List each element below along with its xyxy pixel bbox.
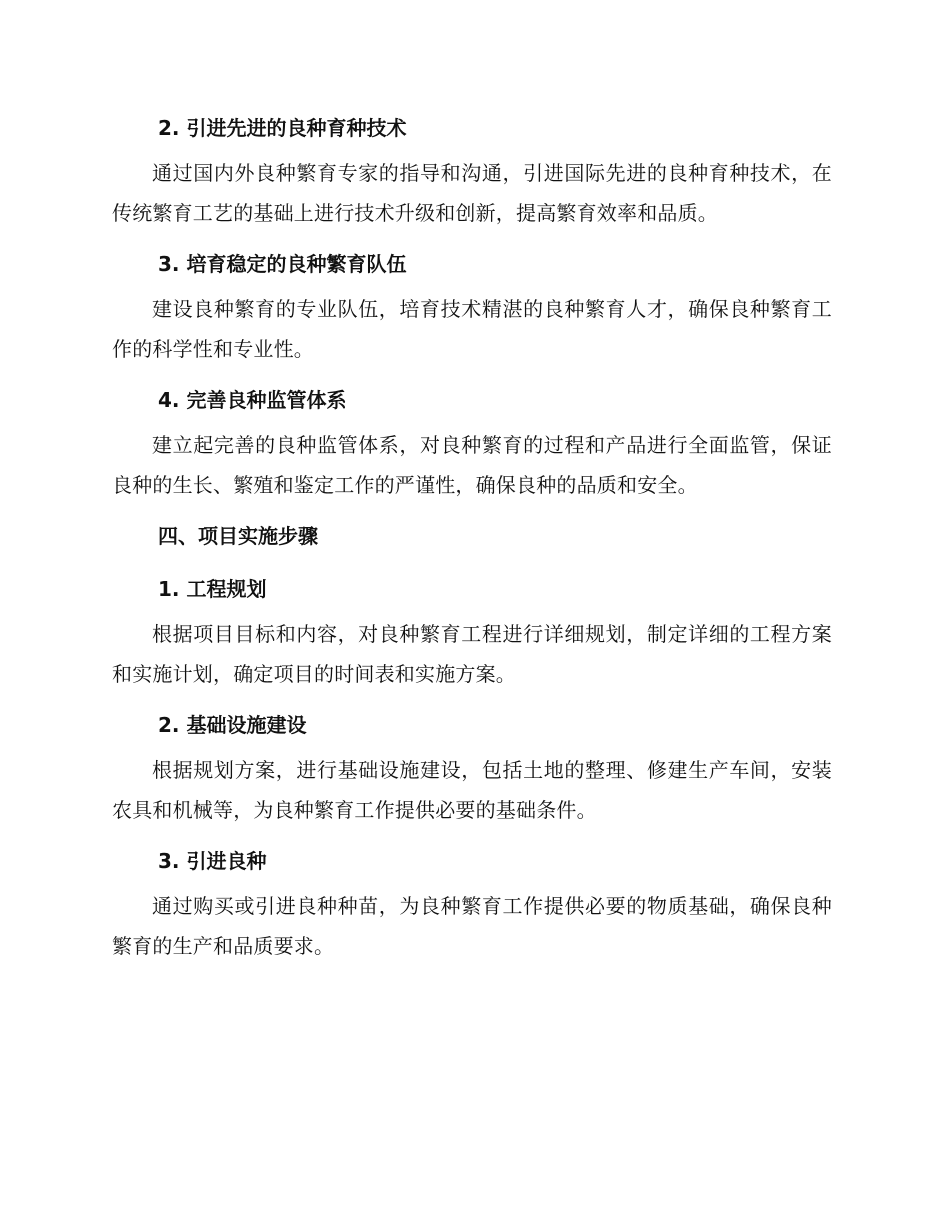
- document-body: [112, 106, 832, 975]
- section-paragraph: 建设良种繁育的专业队伍，培育技术精湛的良种繁育人才，确保良种繁育工作的科学性和专业性。: [112, 297, 832, 361]
- section-heading: 2. 基础设施建设: [158, 713, 307, 737]
- section-heading: 3. 培育稳定的良种繁育队伍: [158, 252, 407, 276]
- section-paragraph: 建立起完善的良种监管体系，对良种繁育的过程和产品进行全面监管，保证良种的生长、繁殖和鉴定工作的严谨性，确保良种的品质和安全。: [112, 433, 832, 497]
- section-heading: 4. 完善良种监管体系: [158, 388, 347, 412]
- section-paragraph: 根据规划方案，进行基础设施建设，包括土地的整理、修建生产车间，安装农具和机械等，为良种繁育工作提供必要的基础条件。: [112, 758, 832, 822]
- section-paragraph: 通过国内外良种繁育专家的指导和沟通，引进国际先进的良种育种技术，在传统繁育工艺的基础上进行技术升级和创新，提高繁育效率和品质。: [112, 161, 832, 225]
- section-heading: 2. 引进先进的良种育种技术: [158, 116, 407, 140]
- section-paragraph: 根据项目目标和内容，对良种繁育工程进行详细规划，制定详细的工程方案和实施计划，确定项目的时间表和实施方案。: [112, 622, 832, 686]
- section-heading: 3. 引进良种: [158, 849, 267, 873]
- chapter-heading: 四、项目实施步骤: [158, 524, 318, 548]
- section-heading: 1. 工程规划: [158, 577, 267, 601]
- section-paragraph: 通过购买或引进良种种苗，为良种繁育工作提供必要的物质基础，确保良种繁育的生产和品质要求。: [112, 894, 832, 958]
